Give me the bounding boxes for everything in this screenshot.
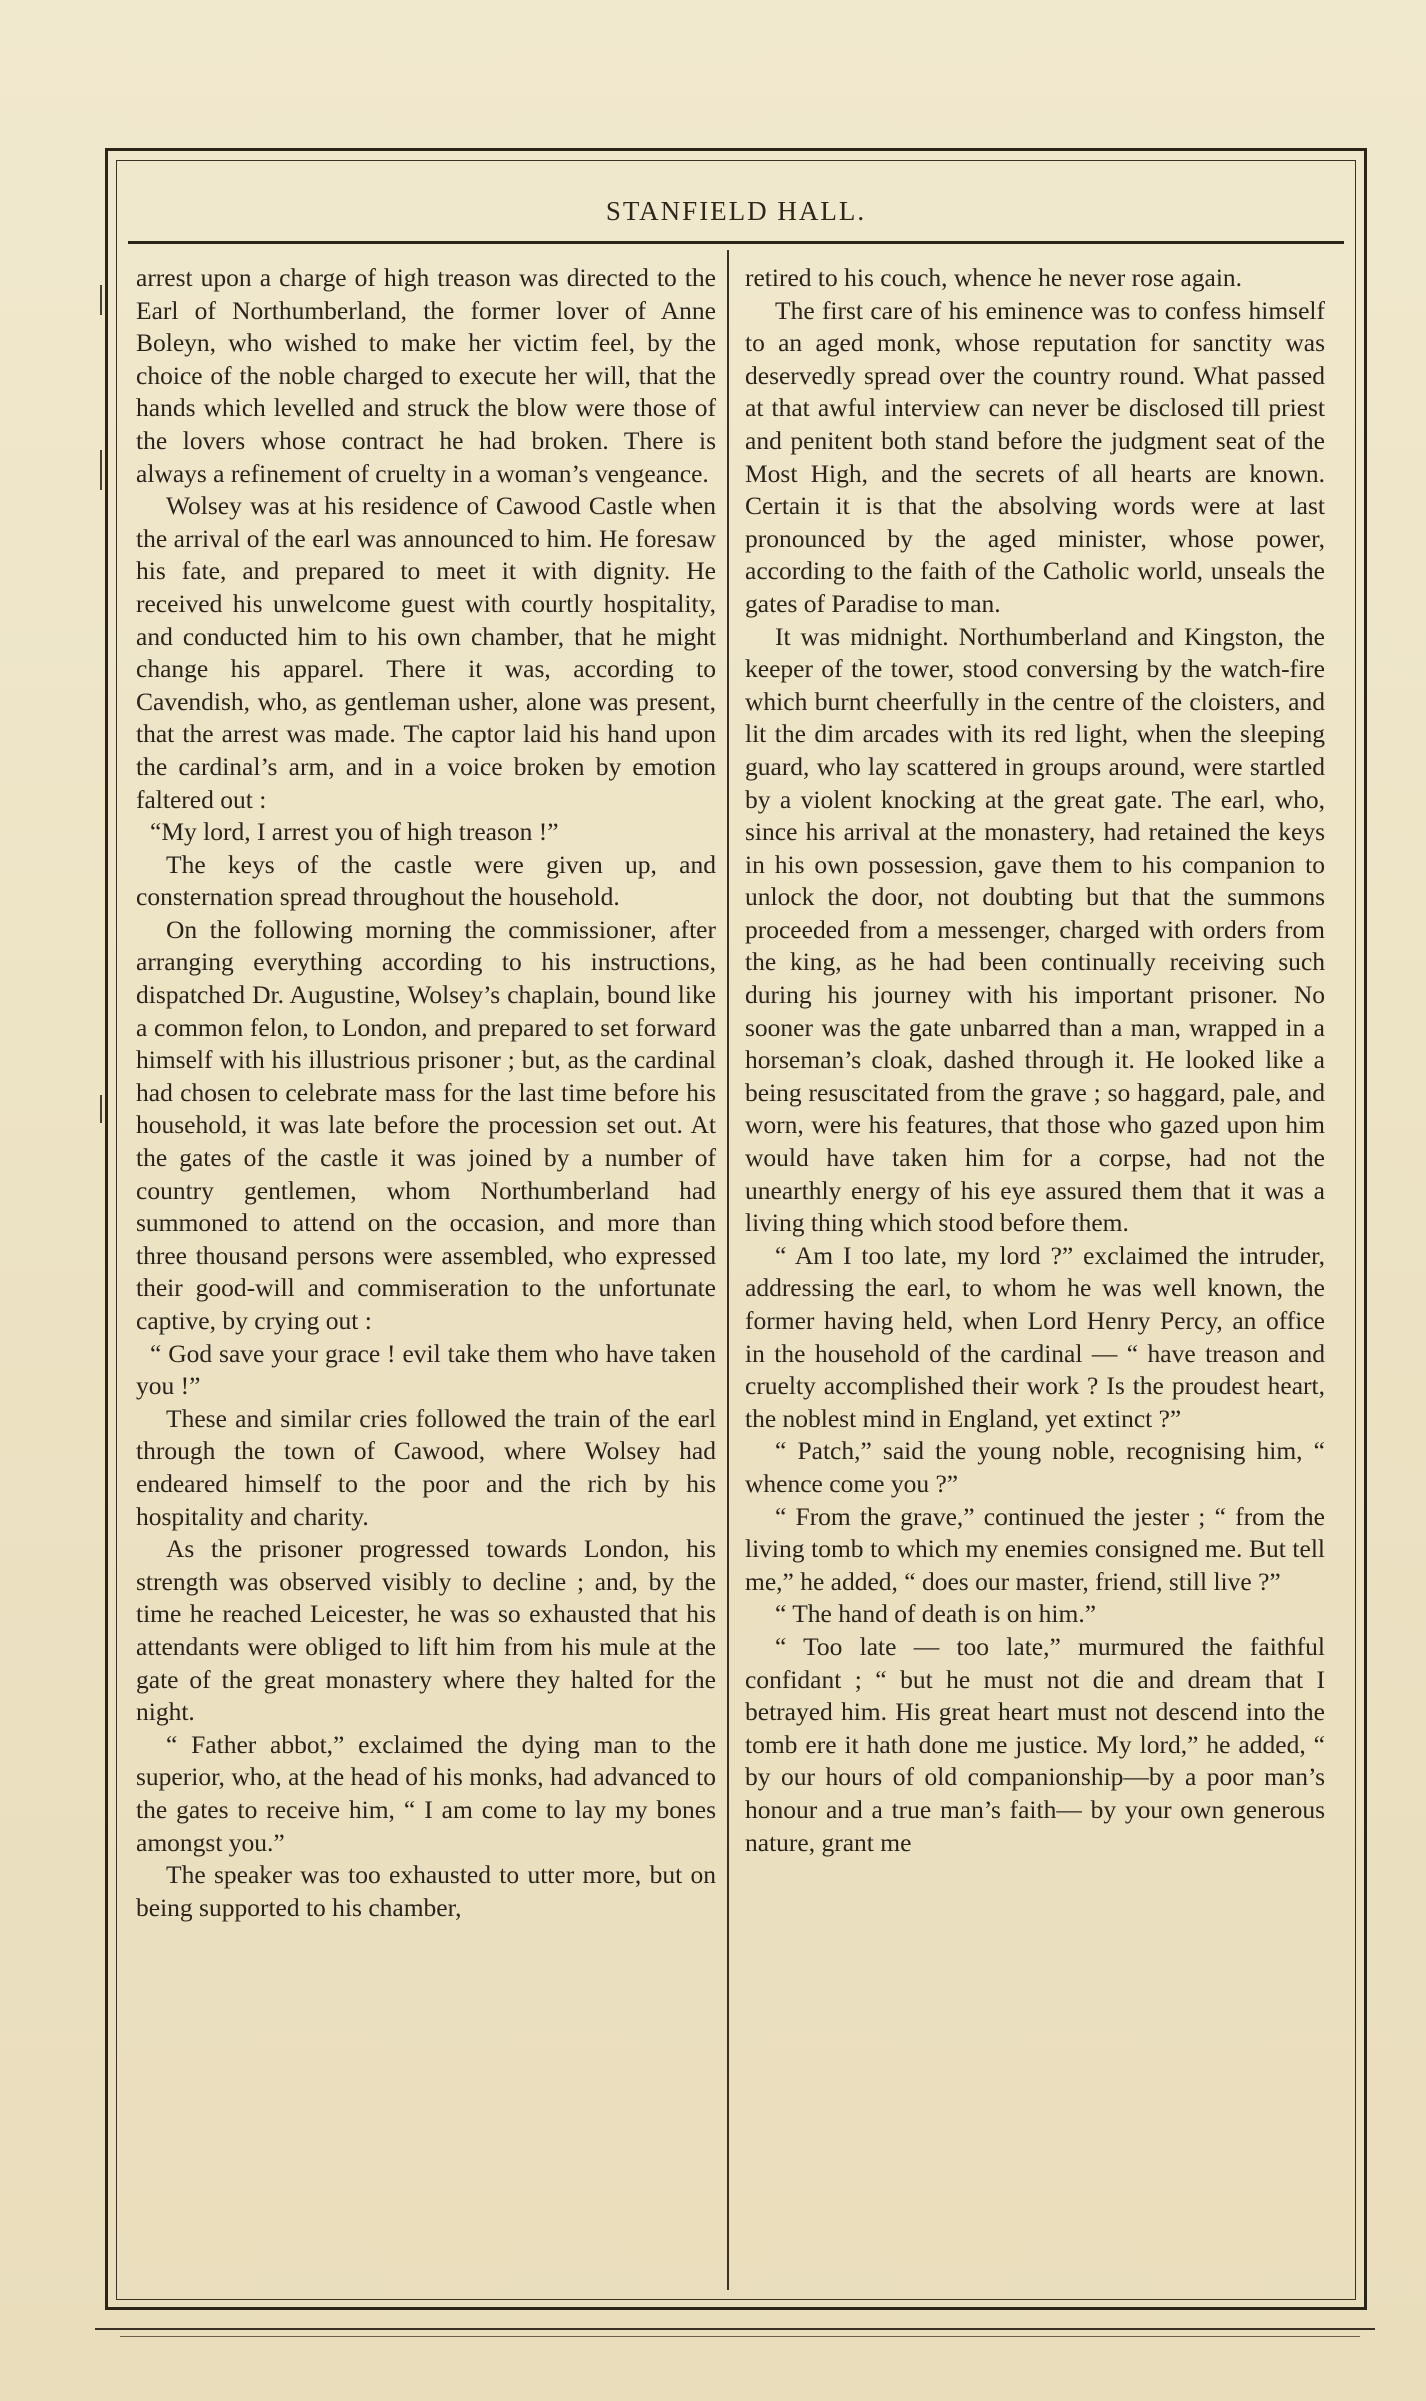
paragraph: “ Am I too late, my lord ?” exclaimed the intruder, addressing the earl, to whom he was well known, the former having held, when Lord Henry Percy, an office in the household of the cardinal — “ have treason and cruelty accomplished their work ? Is the proudest heart, the noblest mind in England, yet extinct ?”: [745, 1240, 1325, 1433]
paragraph: “ Father abbot,” exclaimed the dying man to the superior, who, at the head of his monks, had advanced to the gates to receive him, “ I am come to lay my bones amongst you.”: [136, 1729, 716, 1857]
bottom-rule-thin: [120, 2336, 1360, 2337]
paragraph: It was midnight. Northumberland and Kingston, the keeper of the tower, stood conversing by the watch-fire which burnt cheerfully in the centre of the cloisters, and lit the dim arcades with its red light, when the sleeping guard, who lay scattered in groups around, were startled by a violent knocking at the great gate. The earl, who, since his arrival at the monastery, had retained the keys in his own possession, gave them to his companion to unlock the door, not doubting but that the summons proceeded from a messenger, charged with orders from the king, as he had been continually receiving such during his journey with his important prisoner. No sooner was the gate unbarred than a man, wrapped in a horseman’s cloak, dashed through it. He looked like a being resuscitated from the grave ; so haggard, pale, and worn, were his features, that those who gazed upon him would have taken him for a corpse, had not the unearthly energy of his eye assured them that it was a living thing which stood before them.: [745, 621, 1325, 1238]
quoted-line: “ God save your grace ! evil take them who have taken you !”: [136, 1338, 716, 1401]
margin-mark: [100, 1095, 102, 1123]
header-rule: [128, 241, 1344, 244]
running-title: STANFIELD HALL.: [605, 196, 867, 226]
quoted-line: “My lord, I arrest you of high treason !”: [150, 817, 559, 847]
paragraph: The keys of the castle were given up, and consternation spread throughout the household.: [136, 849, 716, 912]
paragraph: “ From the grave,” continued the jester ; “ from the living tomb to which my enemies consigned me. But tell me,” he added, “ does our master, friend, still live ?”: [745, 1501, 1325, 1596]
paragraph: “ Patch,” said the young noble, recognising him, “ whence come you ?”: [745, 1436, 1325, 1498]
margin-mark: [100, 450, 102, 490]
right-column: [745, 262, 1325, 1859]
paragraph: “ The hand of death is on him.”: [775, 1599, 1097, 1629]
paragraph: As the prisoner progressed towards London, his strength was observed visibly to decline ; and, by the time he reached Leicester, he was so exhausted that his attendants were obliged to lift him from his mule at the gate of the great monastery where they halted for the night.: [136, 1534, 716, 1727]
column-divider: [727, 250, 729, 2290]
paragraph: “ Too late — too late,” murmured the faithful confidant ; “ but he must not die and dream that I betrayed him. His great heart must not descend into the tomb ere it hath done me justice. My lord,” he added, “ by our hours of old companionship—by a poor man’s honour and a true man’s faith— by your own generous nature, grant me: [745, 1631, 1325, 1857]
paragraph: The first care of his eminence was to confess himself to an aged monk, whose reputation for sanctity was deservedly spread over the country round. What passed at that awful interview can never be disclosed till priest and penitent both stand before the judgment seat of the Most High, and the secrets of all hearts are known. Certain it is that the absolving words were at last pronounced by the aged minister, whose power, according to the faith of the Catholic world, unseals the gates of Paradise to man.: [745, 295, 1325, 618]
paragraph: The speaker was too exhausted to utter more, but on being supported to his chamber,: [136, 1860, 716, 1922]
paragraph: Wolsey was at his residence of Cawood Castle when the arrival of the earl was announced to him. He foresaw his fate, and prepared to meet it with dignity. He received his unwelcome guest with courtly hospitality, and conducted him to his own chamber, that he might change his apparel. There it was, according to Cavendish, who, as gentleman usher, alone was present, that the arrest was made. The captor laid his hand upon the cardinal’s arm, and in a voice broken by emotion faltered out :: [136, 491, 716, 814]
margin-mark: [100, 285, 102, 315]
paragraph: These and similar cries followed the train of the earl through the town of Cawood, where Wolsey had endeared himself to the poor and the rich by his hospitality and charity.: [136, 1403, 716, 1531]
paragraph: arrest upon a charge of high treason was directed to the Earl of Northumberland, the former lover of Anne Boleyn, who wished to make her victim feel, by the choice of the noble charged to execute her will, that the hands which levelled and struck the blow were those of the lovers whose contract he had broken. There is always a refinement of cruelty in a woman’s vengeance.: [136, 263, 716, 488]
paragraph: retired to his couch, whence he never rose again.: [745, 263, 1243, 292]
bottom-rule: [95, 2328, 1375, 2330]
paragraph: On the following morning the commissioner, after arranging everything according to his instructions, dispatched Dr. Augustine, Wolsey’s chaplain, bound like a common felon, to London, and prepared to set forward himself with his illustrious prisoner ; but, as the cardinal had chosen to celebrate mass for the last time before his household, it was late before the procession set out. At the gates of the castle it was joined by a number of country gentlemen, whom Northumberland had summoned to attend on the occasion, and more than three thousand persons were assembled, who expressed their good-will and commiseration to the unfortunate captive, by crying out :: [136, 914, 716, 1335]
left-column: [136, 262, 716, 1924]
